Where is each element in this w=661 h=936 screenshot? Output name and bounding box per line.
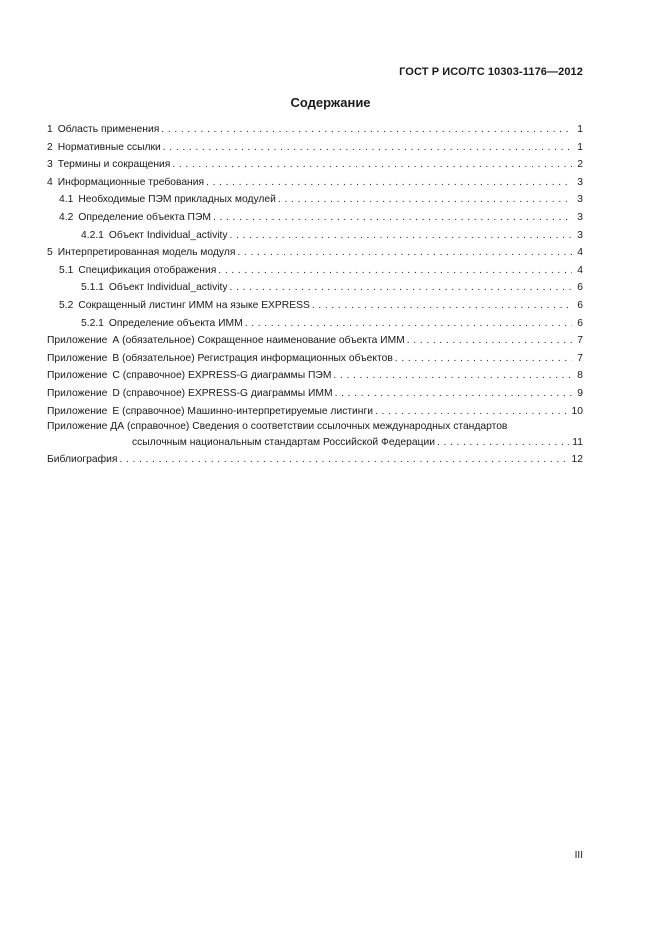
toc-leader-dots (163, 139, 572, 157)
toc-page: 7 (577, 352, 583, 364)
toc-number: 4 (47, 176, 53, 188)
toc-leader-dots (119, 451, 568, 469)
toc-text: Термины и сокращения (57, 159, 171, 171)
toc-text: Определение объекта ИММ (108, 317, 243, 329)
toc-leader-dots (237, 244, 572, 262)
toc-text: Интерпретированная модель модуля (57, 247, 236, 259)
toc-number: Приложение (47, 335, 108, 347)
toc-row-5[interactable] (47, 244, 583, 262)
toc-leader-dots (213, 209, 572, 227)
toc-row-4-2-1[interactable] (47, 227, 583, 245)
toc-leader-dots (230, 227, 572, 245)
toc-row-2[interactable] (47, 139, 583, 157)
toc-text: С (справочное) EXPRESS-G диаграммы ПЭМ (112, 370, 332, 382)
toc-text: Определение объекта ПЭМ (78, 211, 211, 223)
toc-row-appendix-b[interactable] (47, 350, 583, 368)
toc-leader-dots (375, 403, 569, 421)
toc-row-3[interactable] (47, 156, 583, 174)
toc-row-appendix-e[interactable] (47, 403, 583, 421)
toc-text: А (обязательное) Сокращенное наименование объекта ИММ (112, 335, 405, 347)
toc-leader-dots (161, 121, 572, 139)
toc-page: 4 (577, 264, 583, 276)
toc-row-appendix-d[interactable] (47, 385, 583, 403)
toc-leader-dots (206, 174, 572, 192)
toc-page: 9 (577, 387, 583, 399)
toc-page: 10 (571, 405, 583, 417)
toc-number: 5.2 (59, 299, 74, 311)
toc-row-5-2-1[interactable] (47, 315, 583, 333)
toc-number: 5.1.1 (81, 282, 104, 294)
toc-text-line1: Приложение ДА (справочное) Сведения о соответствии ссылочных международных стандартов (47, 421, 508, 433)
toc-row-5-1[interactable] (47, 262, 583, 280)
toc-number: 4.2 (59, 211, 74, 223)
toc-row-4-2[interactable] (47, 209, 583, 227)
toc-row-5-1-1[interactable] (47, 279, 583, 297)
toc-page: 11 (572, 437, 583, 449)
toc-page: 8 (577, 370, 583, 382)
toc-page: 2 (577, 159, 583, 171)
toc-number: 5.1 (59, 264, 74, 276)
toc-text: Объект Individual_activity (108, 282, 228, 294)
toc-number: 4.1 (59, 194, 74, 206)
toc-page: 6 (577, 282, 583, 294)
toc-page: 6 (577, 299, 583, 311)
toc-leader-dots (407, 332, 572, 350)
toc-text: Спецификация отображения (78, 264, 217, 276)
toc-page: 1 (577, 141, 583, 153)
toc-text: Область применения (57, 124, 160, 135)
toc-text: Сокращенный листинг ИММ на языке EXPRESS (78, 299, 310, 311)
toc-leader-dots (218, 262, 572, 280)
toc-number: 5.2.1 (81, 317, 104, 329)
toc-row-appendix-c[interactable] (47, 367, 583, 385)
toc-number: 2 (47, 141, 53, 153)
toc-text: Объект Individual_activity (108, 229, 228, 241)
toc-page: 4 (577, 247, 583, 259)
toc-leader-dots (395, 350, 572, 368)
toc-page: 7 (577, 335, 583, 347)
toc-leader-dots (278, 191, 572, 209)
toc-page: 1 (577, 124, 583, 135)
toc-row-appendix-da[interactable] (47, 420, 583, 451)
toc-leader-dots (333, 367, 572, 385)
toc-row-4-1[interactable] (47, 191, 583, 209)
toc-row-appendix-a[interactable] (47, 332, 583, 350)
toc-leader-dots (312, 297, 572, 315)
toc-row-1[interactable] (47, 121, 583, 139)
toc-number: 1 (47, 124, 53, 135)
toc-leader-dots (245, 315, 572, 333)
toc-page: 3 (577, 211, 583, 223)
toc-page: 3 (577, 229, 583, 241)
toc-text: Е (справочное) Машинно-интерпретируемые листинги (112, 405, 374, 417)
toc-row-bibliography[interactable] (47, 451, 583, 469)
toc-page: 3 (577, 176, 583, 188)
standard-header: ГОСТ Р ИСО/ТС 10303-1176—2012 (399, 66, 583, 78)
toc-leader-dots (335, 385, 572, 403)
toc-number: Приложение (47, 405, 108, 417)
toc-number: 3 (47, 159, 53, 171)
toc-number: Приложение (47, 370, 108, 382)
toc-text: Библиография (47, 454, 118, 466)
toc-leader-dots (437, 434, 569, 451)
toc-row-5-2[interactable] (47, 297, 583, 315)
table-of-contents (47, 121, 583, 469)
toc-row-4[interactable] (47, 174, 583, 192)
page-title: Содержание (290, 95, 371, 110)
toc-number: 4.2.1 (81, 229, 104, 241)
toc-number: Приложение (47, 387, 108, 399)
toc-page: 6 (577, 317, 583, 329)
toc-text: В (обязательное) Регистрация информационных объектов (112, 352, 393, 364)
toc-page: 3 (577, 194, 583, 206)
toc-leader-dots (172, 156, 572, 174)
page-number: III (574, 850, 583, 861)
toc-text: Необходимые ПЭМ прикладных модулей (78, 194, 276, 206)
toc-text-line2: ссылочным национальным стандартам Российской Федерации (132, 437, 435, 449)
toc-text-line2-wrap (47, 434, 583, 451)
toc-text: Информационные требования (57, 176, 205, 188)
toc-text: Нормативные ссылки (57, 141, 161, 153)
toc-text: D (справочное) EXPRESS-G диаграммы ИММ (112, 387, 333, 399)
toc-leader-dots (230, 279, 572, 297)
toc-number: Приложение (47, 352, 108, 364)
toc-page: 12 (571, 454, 583, 466)
toc-number: 5 (47, 247, 53, 259)
